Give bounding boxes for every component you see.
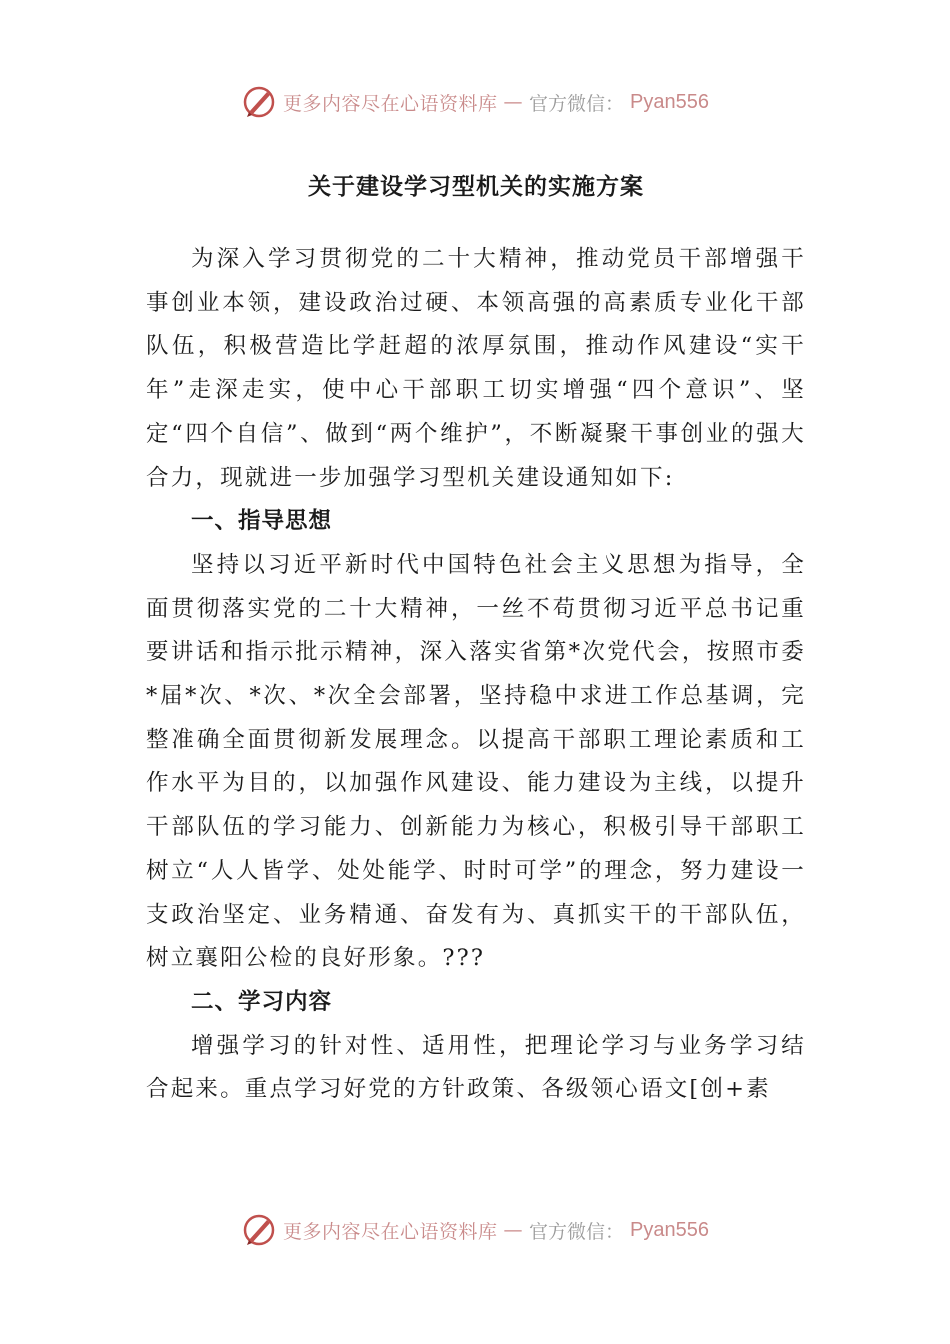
banner-dash: — <box>503 1219 524 1241</box>
wechat-id: Pyan556 <box>630 90 709 113</box>
banner-dash: — <box>503 91 524 113</box>
bottom-watermark-banner <box>0 1210 950 1250</box>
pen-logo-icon <box>241 1212 277 1248</box>
site-name: 更多内容尽在心语资料库 <box>283 1220 498 1243</box>
section-heading-study-content: 二、学习内容 <box>191 988 333 1015</box>
wechat-label: 官方微信： <box>529 1220 625 1243</box>
document-body <box>146 160 806 1112</box>
section-body-study-content: 增强学习的针对性、适用性，把理论学习与业务学习结合起来。重点学习好党的方针政策、各级领心语文[创+素 <box>146 1032 806 1103</box>
section-body-guiding-thought: 坚持以习近平新时代中国特色社会主义思想为指导，全面贯彻落实党的二十大精神，一丝不苟贯彻习近平总书记重要讲话和指示批示精神，深入落实省第*次党代会，按照市委*届*次、*次、*次全会部署，坚持稳中求进工作总基调，完整准确全面贯彻新发展理念。以提高干部职工理论素质和工作水平为目的，以加强作风建设、能力建设为主线，以提升干部队伍的学习能力、创新能力为核心，积极引导干部职工树立“人人皆学、处处能学、时时可学”的理念，努力建设一支政治坚定、业务精通、奋发有为、真抓实干的干部队伍，树立襄阳公检的良好形象。??? <box>146 551 806 972</box>
wechat-label: 官方微信： <box>529 92 625 115</box>
section-heading-guiding-thought: 一、指导思想 <box>191 508 333 535</box>
wechat-id: Pyan556 <box>630 1218 709 1241</box>
pen-logo-icon <box>241 84 277 120</box>
intro-paragraph: 为深入学习贯彻党的二十大精神，推动党员干部增强干事创业本领，建设政治过硬、本领高强的高素质专业化干部队伍，积极营造比学赶超的浓厚氛围，推动作风建设“实干年”走深走实，使中心干部职工切实增强“四个意识”、坚定“四个自信”、做到“两个维护”，不断凝聚干事创业的强大合力，现就进一步加强学习型机关建设通知如下: <box>146 246 806 491</box>
document-title: 关于建设学习型机关的实施方案 <box>308 174 644 200</box>
site-name: 更多内容尽在心语资料库 <box>283 92 498 115</box>
top-watermark-banner <box>0 82 950 122</box>
